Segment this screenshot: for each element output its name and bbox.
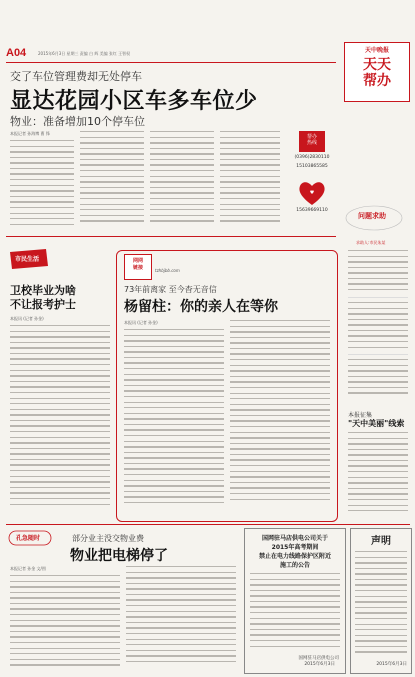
mid-body-col2 [230, 320, 330, 513]
hotline-box [288, 131, 336, 231]
logo-top: 天中晚报 [364, 48, 389, 54]
lead-body-col4 [220, 131, 280, 230]
left-story-title-1: 卫校毕业为啥 [10, 284, 76, 297]
right-notice-title: 本报征集 [348, 412, 373, 419]
lead-subhead: 物业：准备增加10个停车位 [10, 115, 145, 128]
hotline-phone-2: 15103865585 [296, 164, 328, 169]
hotline-badge: 帮办热线 [299, 131, 325, 152]
bottom-kicker: 部分业主没交物业费 [72, 534, 144, 543]
help-body-3 [348, 359, 408, 397]
bottom-byline: 本报记者 孙金 文/图 [10, 566, 46, 571]
exam-notice: 国网驻马店供电公司关于 2015年高考期间 禁止在电力线路保护区附近 施工的公告 国网驻马店供电公司 2015年6月3日 [244, 528, 346, 674]
help-body-1 [348, 250, 408, 294]
lead-body-col3 [150, 131, 214, 230]
lead-headline: 显达花园小区车多车位少 [10, 89, 258, 114]
help-body-2 [348, 302, 408, 350]
mid-body-col1 [124, 329, 224, 513]
lead-kicker: 交了车位管理费却无处停车 [10, 70, 142, 83]
bottom-body-col2 [126, 566, 236, 673]
left-story-title-2: 不让报考护士 [10, 298, 76, 311]
help-request-tag: 问题求助 [344, 204, 404, 232]
city-life-tag: 市民生活 [8, 248, 50, 270]
left-story-body [10, 325, 110, 515]
bottom-tag: 孔急随时 [8, 530, 52, 546]
mid-story-title: 杨留柱：你的亲人在等你 [124, 299, 278, 315]
lead-byline: 本报记者 孙海博 曹 锋 [10, 131, 50, 136]
lead-body-col2 [80, 131, 144, 230]
wechat-heart-icon [297, 179, 327, 207]
wechat-phone: 15639669110 [296, 208, 328, 213]
page-meta: 2015年6月3日 星期三 责编 白 辉 美编 张红 王智权 [38, 51, 131, 56]
notice-tag: 网网链接 [124, 254, 152, 280]
help-requester: 求助人:市民朱某 [356, 240, 386, 245]
right-notice-subtitle: "天中美丽"线索 [348, 419, 405, 428]
left-story-byline: 本报讯 (记者 孙金) [10, 316, 44, 321]
logo-main: 天天帮办 [363, 57, 391, 89]
column-logo [344, 42, 410, 102]
bottom-body-col1 [10, 575, 120, 673]
statement-box: 声明 2015年6月3日 [350, 528, 412, 674]
mid-story-byline: 本报讯 (记者 孙金) [124, 320, 158, 325]
notice-url: tzhbjbb.com [155, 268, 180, 273]
svg-text:♥: ♥ [309, 190, 315, 196]
hotline-phone-1: (0396)2830110 [294, 155, 330, 160]
bottom-title: 物业把电梯停了 [70, 548, 168, 564]
lead-body-col1 [10, 140, 74, 230]
right-notice-body [348, 432, 408, 520]
mid-story-kicker: 73年前离家 至今杳无音信 [124, 285, 217, 294]
page-number: A04 [6, 47, 27, 59]
